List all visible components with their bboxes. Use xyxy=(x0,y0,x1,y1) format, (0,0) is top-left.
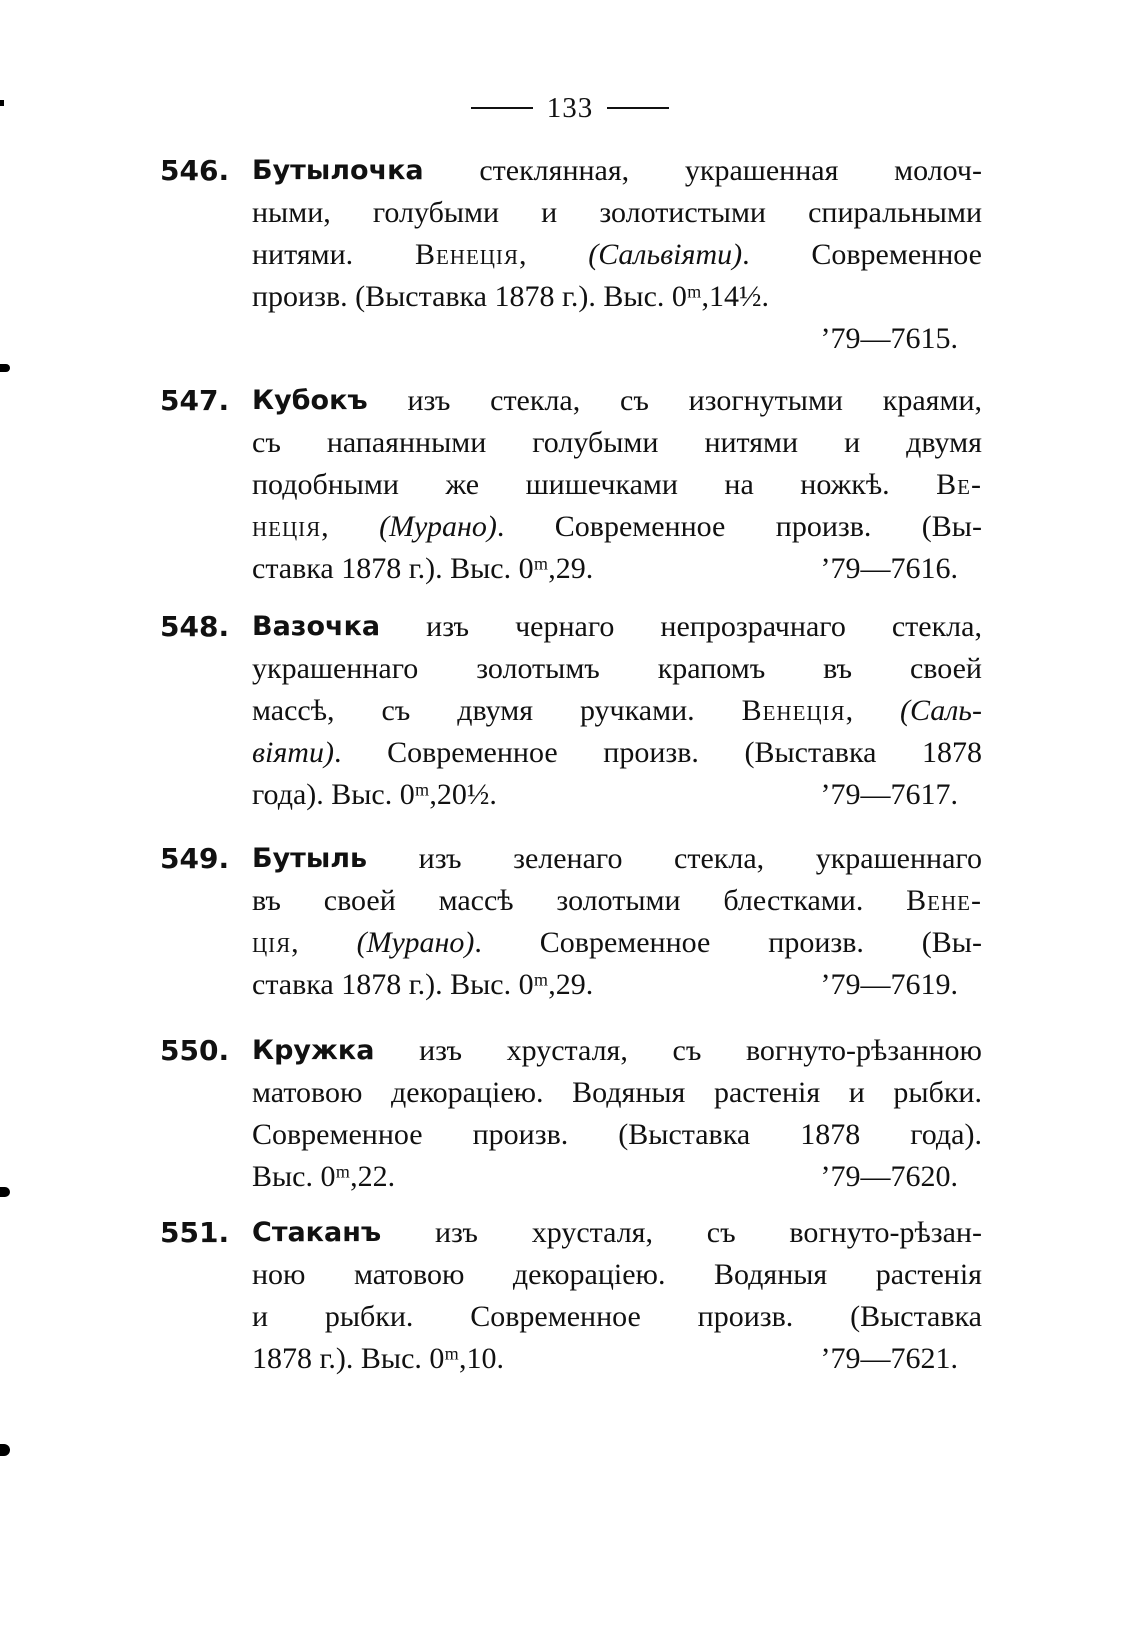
text-word: съ xyxy=(672,1034,702,1067)
entry-number: 548. xyxy=(160,610,230,643)
text-word: массѣ, xyxy=(252,694,335,727)
text-word: съ xyxy=(706,1216,736,1249)
text-word: . xyxy=(474,926,482,959)
text-word: рыбки. xyxy=(893,1076,982,1109)
text-line xyxy=(252,880,982,922)
text-word: блестками. xyxy=(723,884,864,917)
entry-text xyxy=(252,1030,982,1198)
text-word xyxy=(357,922,482,964)
text-word: Современное xyxy=(470,1300,641,1333)
entry-text xyxy=(252,606,982,816)
text-word: изогнутыми xyxy=(688,384,843,417)
scan-edge-mark xyxy=(0,364,10,372)
text-word: Вене- xyxy=(906,884,982,917)
measurement-text: ставка 1878 г.). Выс. 0ᵐ,29. xyxy=(252,968,594,1001)
text-word: же xyxy=(445,468,480,501)
text-word: украшенная xyxy=(684,154,839,187)
text-word: (Мурано) xyxy=(379,510,497,543)
text-line xyxy=(252,1296,982,1338)
text-word: стекла, xyxy=(490,384,581,417)
text-word: Современное xyxy=(539,926,711,959)
text-word: зеленаго xyxy=(513,842,623,875)
entry-number: 547. xyxy=(160,384,230,417)
text-word: неція xyxy=(252,510,322,543)
text-word: матовою xyxy=(252,1076,363,1109)
text-line xyxy=(252,234,982,276)
text-word: съ xyxy=(252,426,281,459)
text-word: Современное xyxy=(387,736,558,769)
text-word xyxy=(588,234,749,276)
text-line xyxy=(252,192,982,234)
entry-number: 549. xyxy=(160,842,230,875)
text-word: шишечками xyxy=(525,468,678,501)
entry-text xyxy=(252,838,982,1006)
text-word: въ xyxy=(252,884,281,917)
text-word: нитями. xyxy=(252,238,354,271)
text-word: нитями xyxy=(704,426,799,459)
text-line xyxy=(252,606,982,648)
text-word: съ xyxy=(381,694,411,727)
text-word: чернаго xyxy=(515,610,615,643)
text-line xyxy=(252,276,982,318)
text-word: (Выставка xyxy=(618,1118,751,1151)
text-word: , xyxy=(518,238,527,271)
text-line xyxy=(252,380,982,422)
inventory-number: ’79—7617. xyxy=(820,778,958,811)
text-word: краями, xyxy=(882,384,982,417)
text-word: изъ xyxy=(426,610,470,643)
entry-heading: Бутыль xyxy=(252,843,368,874)
entry-heading: Кружка xyxy=(252,1035,375,1066)
text-word: стеклянная, xyxy=(479,154,630,187)
text-word: . xyxy=(496,510,505,543)
inventory-number: ’79—7616. xyxy=(820,552,958,585)
text-word: украшеннаго xyxy=(815,842,982,875)
text-word: 1878 xyxy=(800,1118,861,1151)
text-word: (Выставка xyxy=(744,736,877,769)
text-word: произв. xyxy=(775,510,872,543)
text-word: и xyxy=(844,426,861,459)
text-line xyxy=(252,464,982,506)
text-line xyxy=(252,838,982,880)
text-word: голубыми xyxy=(532,426,659,459)
text-word xyxy=(742,690,854,732)
text-word: хрусталя, xyxy=(531,1216,653,1249)
text-line xyxy=(252,964,982,1006)
text-word: украшеннаго xyxy=(252,652,419,685)
inventory-number: ’79—7620. xyxy=(820,1160,958,1193)
text-word: въ xyxy=(823,652,853,685)
text-word: своей xyxy=(323,884,396,917)
text-word: (Саль- xyxy=(900,694,982,727)
text-word: массѣ xyxy=(438,884,514,917)
text-word: своей xyxy=(909,652,982,685)
measurement-text: 1878 г.). Выс. 0ᵐ,10. xyxy=(252,1342,505,1375)
text-word: Венеція xyxy=(741,694,846,727)
text-line xyxy=(252,732,982,774)
text-word: и xyxy=(541,196,558,229)
scan-edge-mark xyxy=(0,1444,10,1456)
text-word: золотыми xyxy=(556,884,681,917)
text-line xyxy=(252,1030,982,1072)
entry-text xyxy=(252,380,982,590)
text-word xyxy=(252,922,299,964)
text-word xyxy=(252,732,341,774)
text-word: ною xyxy=(252,1258,306,1291)
text-word: крапомъ xyxy=(657,652,766,685)
text-word: молоч- xyxy=(894,154,982,187)
measurement-text: года). Выс. 0ᵐ,20½. xyxy=(252,778,497,811)
text-word: изъ xyxy=(418,842,462,875)
text-line xyxy=(252,922,982,964)
text-word: золотымъ xyxy=(476,652,600,685)
text-word: (Сальвіяти) xyxy=(588,238,743,271)
text-line xyxy=(252,1338,982,1380)
text-line xyxy=(252,548,982,590)
measurement-text: ставка 1878 г.). Выс. 0ᵐ,29. xyxy=(252,552,594,585)
text-word: произв. xyxy=(697,1300,794,1333)
entry-number: 550. xyxy=(160,1034,230,1067)
text-line xyxy=(252,422,982,464)
text-word: изъ xyxy=(407,384,451,417)
text-line xyxy=(252,1212,982,1254)
text-word: золотистыми xyxy=(599,196,766,229)
text-word: . xyxy=(333,736,342,769)
text-word: (Мурано) xyxy=(356,926,475,959)
header-rule-right xyxy=(607,107,669,109)
text-word: голубыми xyxy=(372,196,500,229)
text-word xyxy=(252,506,329,548)
text-word: віяти) xyxy=(252,736,334,769)
text-word: стекла, xyxy=(674,842,765,875)
text-line xyxy=(252,150,982,192)
text-word: (Выставка xyxy=(850,1300,982,1333)
text-word: и xyxy=(848,1076,865,1109)
inventory-number: ’79—7615. xyxy=(820,322,958,355)
text-word: Венеція xyxy=(414,238,519,271)
scan-edge-mark xyxy=(0,1187,10,1197)
text-word: рыбки. xyxy=(324,1300,414,1333)
entry-number: 551. xyxy=(160,1216,230,1249)
text-word: непрозрачнаго xyxy=(660,610,846,643)
text-word: стекла, xyxy=(891,610,982,643)
text-word: ручками. xyxy=(579,694,695,727)
entry-heading: Вазочка xyxy=(252,611,381,642)
text-word: (Вы- xyxy=(921,510,982,543)
measurement-text: Выс. 0ᵐ,22. xyxy=(252,1160,396,1193)
text-word: подобными xyxy=(252,468,399,501)
text-word: Современное xyxy=(252,1118,423,1151)
text-word: Современное xyxy=(811,238,982,271)
text-word: хрусталя, xyxy=(506,1034,628,1067)
text-line xyxy=(252,1156,982,1198)
text-word: Современное xyxy=(554,510,726,543)
text-word: напаянными xyxy=(326,426,487,459)
text-word: , xyxy=(291,926,299,959)
header-rule-left xyxy=(471,107,533,109)
page-header xyxy=(0,88,1140,128)
scan-edge-mark xyxy=(0,100,4,106)
entry-number: 546. xyxy=(160,154,230,187)
text-word: декораціею. xyxy=(390,1076,544,1109)
text-line xyxy=(252,1254,982,1296)
text-word xyxy=(415,234,527,276)
text-word: ными, xyxy=(252,196,331,229)
text-word: изъ xyxy=(419,1034,462,1067)
text-word: произв. xyxy=(768,926,864,959)
text-line xyxy=(252,1114,982,1156)
text-word: (Вы- xyxy=(921,926,982,959)
text-word: , xyxy=(321,510,329,543)
text-word: произв. xyxy=(603,736,699,769)
text-line xyxy=(252,648,982,690)
text-word: и xyxy=(252,1300,269,1333)
text-word: , xyxy=(845,694,854,727)
text-line xyxy=(252,1072,982,1114)
text-word: Ве- xyxy=(936,468,982,501)
page-number: 133 xyxy=(546,91,594,124)
text-word: декораціею. xyxy=(512,1258,666,1291)
text-word: вогнуто-рѣзан- xyxy=(789,1216,982,1249)
entry-text xyxy=(252,1212,982,1380)
text-line xyxy=(252,690,982,732)
text-word: спиральными xyxy=(808,196,982,229)
entry-heading: Стаканъ xyxy=(252,1217,382,1248)
text-word: изъ xyxy=(435,1216,478,1249)
text-line xyxy=(252,774,982,816)
text-word: растенія xyxy=(875,1258,982,1291)
text-word: произв. xyxy=(472,1118,569,1151)
text-line xyxy=(252,506,982,548)
text-word: 1878 xyxy=(922,736,982,769)
text-word: вогнуто-рѣзанною xyxy=(745,1034,982,1067)
text-word: Водяныя xyxy=(714,1258,828,1291)
inventory-number: ’79—7619. xyxy=(820,968,958,1001)
text-word: растенія xyxy=(713,1076,821,1109)
text-word xyxy=(379,506,504,548)
text-word: Водяныя xyxy=(572,1076,686,1109)
inventory-number: ’79—7621. xyxy=(820,1342,958,1375)
text-run: произв. (Выставка 1878 г.). Выс. 0ᵐ,14½. xyxy=(252,280,770,313)
text-word: ножкѣ. xyxy=(800,468,890,501)
entry-heading: Кубокъ xyxy=(252,385,368,416)
text-word: матовою xyxy=(353,1258,465,1291)
text-word: съ xyxy=(620,384,649,417)
text-word: на xyxy=(724,468,754,501)
text-word: двумя xyxy=(906,426,982,459)
text-word: . xyxy=(742,238,750,271)
text-word: двумя xyxy=(457,694,534,727)
text-word: года). xyxy=(910,1118,982,1151)
entry-heading: Бутылочка xyxy=(252,155,424,186)
entry-text xyxy=(252,150,982,360)
text-word: ція xyxy=(252,926,292,959)
